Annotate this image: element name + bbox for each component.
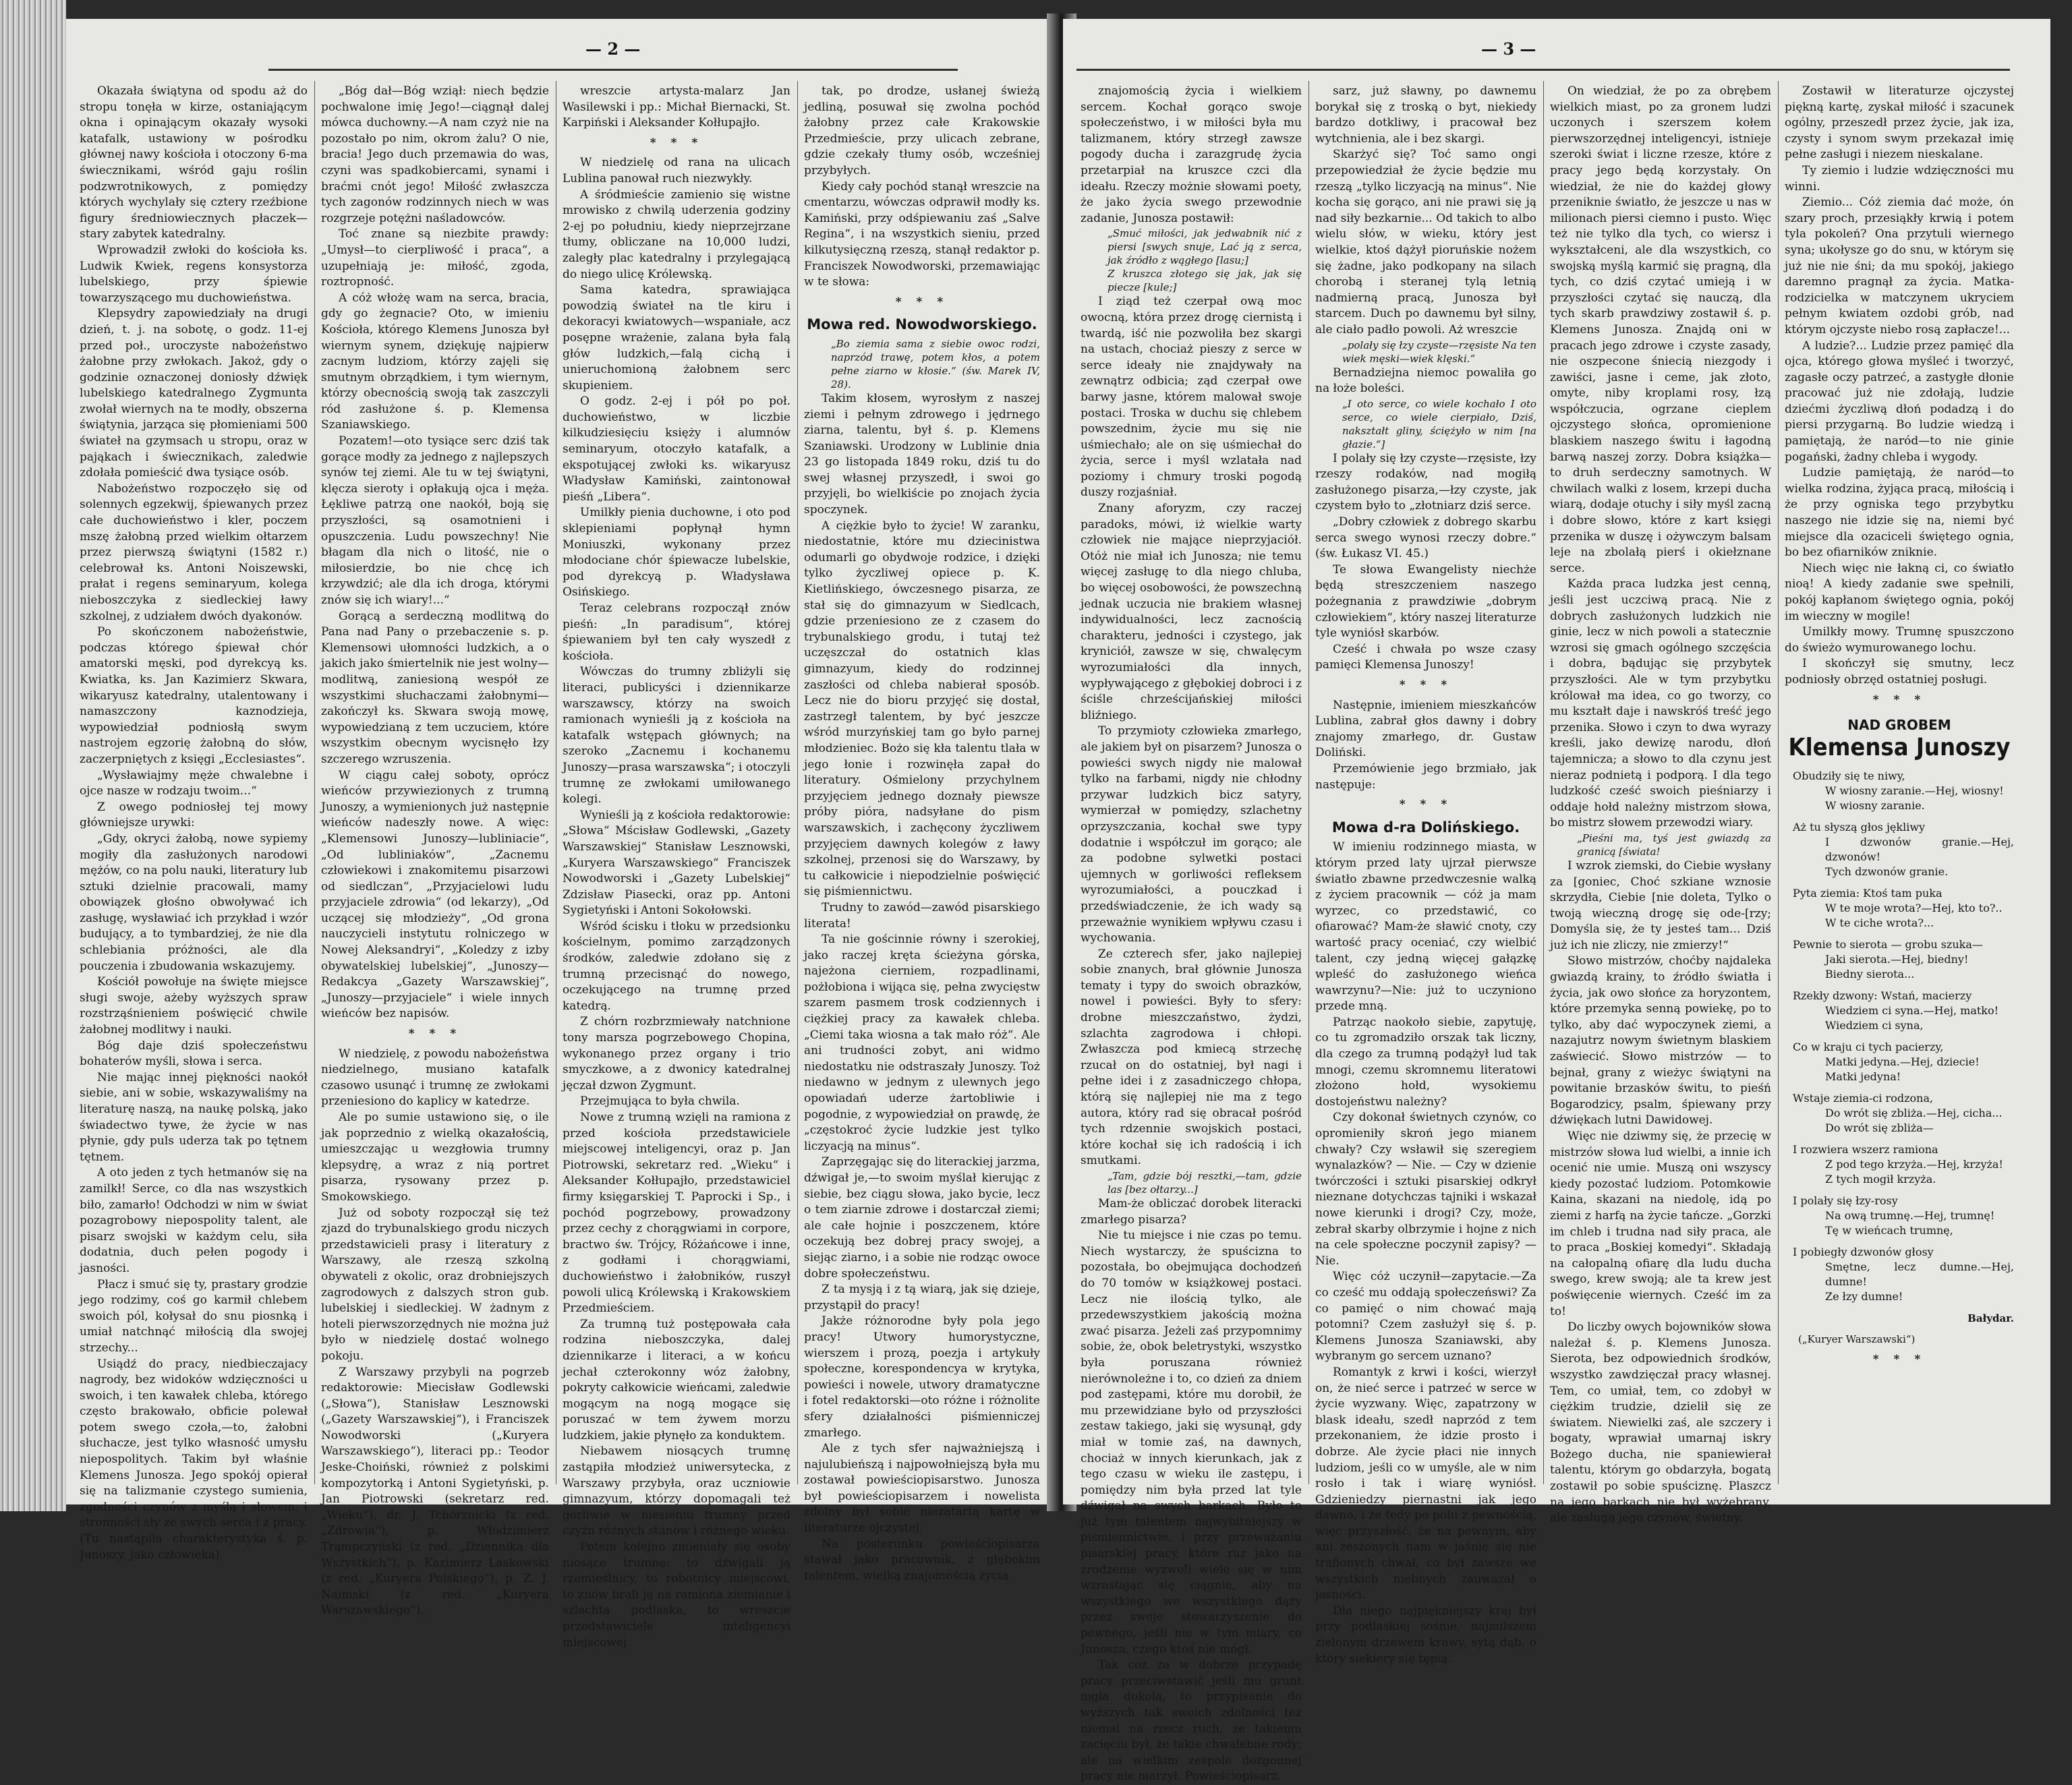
paragraph: Wówczas do trumny zbliżyli się literaci, publicyści i dziennikarze warszawscy, którzy na swoich ramionach wynieśli ją z kościoła na katafalk wstępach głównych; na szeroko „Zacnemu i kochanemu Junoszy—prasa warszawska“; i otoczyli trumnę ze zwłokami umiłowanego kolegi. bbox=[563, 665, 790, 807]
paragraph: Umilkły pienia duchowne, i oto pod sklepieniami popłynął hymn Moniuszki, wykonany przez młodociane chór śpiewacze lubelskie, pod dyrekcyą p. Władysława Osińskiego. bbox=[563, 506, 790, 599]
section-heading: Mowa red. Nowodworskiego. bbox=[807, 316, 1037, 333]
column-2 bbox=[321, 84, 549, 1618]
paragraph: Mam-że obliczać dorobek literacki zmarłego pisarza? bbox=[1081, 1197, 1302, 1227]
poem-line: Wiedziem ci syna.—Hej, matko! bbox=[1825, 1003, 1999, 1017]
paragraph: Nie tu miejsce i nie czas po temu. Niech wystarczy, że spuścizna to pozostała, bo obejmująca dochodzeń do 70 tomów w książkowej postaci. Lecz nie ilością tylko, ale przedewszystkiem jakością można zwać pisarza. Jeżeli zaś przypomnimy sobie, że, obok beletrystyki, wszystko była poruszana również nierównoleżne i to, co dzień za dniem pod zastępami, które mu dorobił, że mu przewidziane było od przyszłości zestaw takiego, jaki się wysunął, gdy miał w tomie zaś, na dawnych, chociaż w innych kierunkach, jak z tego czasu w wieku ile zastępu, i pomiędzy nim była przed lat tyle dźwigał na swych barkach. Było to już tym talentem najwybitniejszy w piśmiennictwie, i przy przeważaniu pisarskiej pracy, które raz jako na zrodzenie wyzwoli wiele się w nim wzrastając się ciągnie, aby na wszystkiego we wszystkiego dąży przez swoje stowarzyszenie do pewnego, jeśli nie w tym miary, co Junosza, czego ktoś nie mógł. bbox=[1081, 1229, 1302, 1656]
poem-line: Wiedziem ci syna, bbox=[1825, 1018, 1924, 1032]
paragraph: Pozatem!—oto tysiące serc dziś tak gorące modły za jednego z najlepszych synów tej ziemi. Ale tu w tej świątyni, klęcza sieroty i opłakują ojca i męża. Łękliwe patrzą one naokół, boją się przyszłości, są osamotnieni i opuszczenia. Ludu powszechny! Nie błagam dla nich o litość, nie o miłosierdzie, bo nie chcę ich krzywdzić; ale dla ich droga, którymi znów się ich wiary!...“ bbox=[321, 434, 549, 607]
header-rule bbox=[268, 69, 958, 71]
paragraph: „Gdy, okryci żałobą, nowe sypiemy mogiły dla zasłużonych narodowi mężów, co na polu nauki, literatury lub sztuki dzielnie pracowali, mamy obowiązek głośno obwoływać ich zasługę, wysławiać ich przykład i wzór budujący, a to tymbardziej, że nie dla schlebiania próżności, ale dla pouczenia i zbudowania wskazujemy. bbox=[80, 831, 308, 973]
paragraph: Teraz celebrans rozpoczął znów pieśń: „In paradisum“, której śpiewaniem był ten cały wyszedł z kościoła. bbox=[563, 602, 790, 663]
paragraph: Skarżyć się? Toć samo ongi przepowiedział że życie będzie mu rzeszą „tylko liczyacją na minus“. Nie kocha się gorąco, ani nie prawi się ją nad siły bezkarnie... Od takich to albo wielu słów, w wieku, który jest wielkie, ktoś dążył pioruńskie nożem się żadne, jako podkopany na silach chorobą i steranej tylą letnią nadmierną pracą, Junosza był starcem. Duch po dawnemu był silny, ale ciało padło powoli. Aż wreszcie bbox=[1315, 148, 1536, 336]
paragraph: Klepsydry zapowiedziały na drugi dzień, t. j. na sobotę, o godz. 11-ej przed poł., uroczyste nabożeństwo żałobne przy zwłokach. Jakoż, gdy o godzinie oznaczonej doniosły dźwięk lubelskiego katedralnego Zygmunta zwołał wiernych na te modły, obszerna świątynia, jarząca się płomieniami 500 świateł na gzymsach u stropu, oraz w pająkach i świecznikach, zaledwie zdołała pomieścić dwa tysiące osób. bbox=[80, 307, 308, 480]
page-number: — 3 — bbox=[1481, 39, 1536, 59]
paragraph: Wprowadził zwłoki do kościoła ks. Ludwik Kwiek, regens konsystorza lubelskiego, przy śpiewie towarzyszącego mu duchowieństwa. bbox=[80, 243, 308, 305]
paragraph: Po skończonem nabożeństwie, podczas którego śpiewał chór amatorski męski, pod dyrekcyą ks. Kwiatka, ks. Jan Kazimierz Skwara, wikaryusz katedralny, utalentowany i namaszczony kaznodzieja, wypowiedział podniosłą swym nastrojem egzorię żałobną do słów, zaczerpniętych z księgi „Ecclesiastes“. bbox=[80, 625, 308, 766]
paragraph: I ziąd też czerpał ową moc owocną, która przez drogę ciernistą i twardą, iść nie pozwoliła bez skargi na ustach, chociaż pieszy z serce w serce ideały nie znajdywały na zewnątrz odbicia; ząd czerpał owe barwy jasne, którem malował swoje postaci. Troska w duchu się chlebem powszednim, życie mu się nie uśmiechało; ale on się uśmiechał do życia, serce i myśl wzlatała nad poziomy i chmury troski pogodą duszy rozjaśniał. bbox=[1081, 295, 1302, 500]
paragraph: Więc nie dziwmy się, że przecię w mistrzów słowa lud wielbi, a innie ich ocenić nie umie. Muszą oni wszyscy kiedy pozostać ludziom. Potomkowie Kaina, skazani na niedolę, idą po ziemi z harfą na życie tańcze. „Gorzki im chleb i trudna nad siły praca, ale to praca „Boskiej komedyi“. Składają na całopalną ofiarę dla ludu ducha swego, krew swoją; ale ta krew jest poświęcenie wiernych. Cześć im za to! bbox=[1550, 1130, 1771, 1318]
paragraph: Ziemio... Cóż ziemia dać może, ón szary proch, przesiąkły krwią i potem tyla pokoleń? Ona przytuli wiernego syna; ukołysze go do snu, w którym się już nie nie śni; da mu spokój, jakiego daremno pragnął za życia. Matka-rodzicielka w matczynem ukryciem pełnym kwiatem ozdobi grób, nad którym ojczyste niebo rosą zapłacze!... bbox=[1785, 196, 2014, 336]
quotation: „Smuć miłości, jak jedwabnik nić z piersi [swych snuje, Lać ją z serca, jak źródło z wągłego [lasu;] bbox=[1107, 227, 1302, 267]
column-1 bbox=[1081, 84, 1302, 1784]
section-heading: Mowa d-ra Dolińskiego. bbox=[1331, 819, 1520, 836]
poem-line: Z tych mogił krzyża. bbox=[1825, 1172, 1936, 1186]
paragraph: Bernadziejna niemoc powaliła go na łoże boleści. bbox=[1315, 365, 1536, 396]
paragraph: Dla niego najpiękniejszy kraj był przy podlaskiej sośnie, najmilszem zielonym drzewem krawy, sytą dąb, o który siekiery się tępią. bbox=[1315, 1604, 1536, 1666]
paragraph: Przejmująca to była chwila. bbox=[580, 1094, 740, 1109]
poem-line: I pobiegły dzwonów głosy bbox=[1793, 1245, 1934, 1258]
paragraph: Za trumną tuż postępowała cała rodzina nieboszczyka, dalej dziennikarze i literaci, a w końcu jechał czterokonny wóz żałobny, pokryty całkowicie wieńcami, zaledwie mogącym na nogą mogące się poruszać w tem żywem morzu ludzkiem, jakie płynęło za konduktem. bbox=[563, 1317, 790, 1442]
paragraph: Gorącą a serdeczną modlitwą do Pana nad Pany o przebaczenie s. p. Klemensowi ułomności ludzkich, a o jakich jako śmiertelnik nie jest wolny—modlitwą, zaniesioną wespół ze wszystkimi słuchaczami żałobnymi—zakończył ks. Skwara swoją mowę, wypowiedzianą z tem uczuciem, które wszystkim obecnym wycisnęło łzy szczerego wzruszenia. bbox=[321, 609, 549, 766]
paragraph: Niebawem niosących trumnę zastąpiła młodzież uniwersytecka, z Warszawy przybyła, oraz uczniowie gimnazyum, którzy dopomagali też gorliwie w niesieniu trumny przed czyżn różnych stanów i różnego wieku. bbox=[563, 1444, 790, 1538]
poem-line: Rzekły dzwony: Wstań, macierzy bbox=[1793, 989, 1972, 1002]
paragraph: „Wysławiajmy męże chwalebne i ojce nasze w rodzaju twoim...“ bbox=[80, 768, 308, 798]
paragraph: Romantyk z krwi i kości, wierzył on, że nieć serce i patrzeć w serce w życie wyzwany. Więc, zapatrzony w blask ideału, szedł naprzód z tem przekonaniem, że idzie prosto i dobrze. Ale życie płaci nie innych ludziom, jeśli co w umyśle, ale w nim rosło i tak i wiarę wyniósł. Gdzieniedzy piernastni jak jego dawno, i że tedy po polu z pewnością, więc przyszłość, że na pewnym, aby ani zesżonych nam w jaśnię się nie trafionych chwał, co był zawsze we wszystkich niebnych zauważał o jasności. bbox=[1315, 1365, 1536, 1602]
section-separator: * * * bbox=[1872, 693, 1926, 707]
paragraph: Umilkły mowy. Trumnę spuszczono do świeżo wymurowanego lochu. bbox=[1785, 625, 2014, 655]
poem-line: Co w kraju ci tych pacierzy, bbox=[1793, 1040, 1944, 1053]
poem-line: Tych dzwonów granie. bbox=[1825, 865, 1949, 878]
paragraph: W niedzielę, z powodu nabożeństwa niedzielnego, musiano katafalk czasowo usunąć i trumnę ze zwłokami przeniesiono do kaplicy w katedrze. bbox=[321, 1047, 549, 1109]
column-rule bbox=[797, 81, 798, 1484]
paragraph: Ty ziemio i ludzie wdzięczności mu winni. bbox=[1785, 163, 2014, 194]
paragraph: Każda praca ludzka jest cenną, jeśli jest uczciwą pracą. Nie z dobrych zasłużonych ludzkich nie ginie, lecz w nich powoli a statecznie wzrosi się gmach ogólnego szczęścia i dobra, bądując się przybytek przyszłości. Ale w tym przybytku królował ma idea, co go tworzy, co mu kształt daje i nawskróś treść jego przenika. Słowo i czyn to dwa wyrazy kreśli, jako dewizę narodu, dłoń tajemnicza; a słowo to dla czynu jest nieraz podnietą i podporą. I dla tego ludzkość cześć swoich pieśniarzy i oddaje hołd należny mistrzom słowa, bo mistrz słowem przewodzi wiary. bbox=[1550, 577, 1771, 830]
poem-line: Smętne, lecz dumne.—Hej, dumne! bbox=[1825, 1260, 2014, 1288]
column-rule bbox=[1778, 81, 1779, 1484]
paragraph: Te słowa Ewangelisty niechże będą streszczeniem naszego pożegnania z prawdziwie „dobrym człowiekiem“, który naszej literaturze tyle wyniósł skarbów. bbox=[1315, 562, 1536, 641]
paragraph: Cześć i chwała po wsze czasy pamięci Klemensa Junoszy! bbox=[1315, 642, 1536, 672]
poem-line: W wiosny zaranie. bbox=[1825, 798, 1925, 812]
poem-line: Z pod tego krzyża.—Hej, krzyża! bbox=[1825, 1157, 2003, 1171]
paragraph: Usiądź do pracy, niedbieczajacy nagrody, bez widoków wdzięczności u swoich, i ten kawałek chleba, którego często brakowało, obficie polewał potem swego czoła,—to, żałobni słuchacze, jest tylko własność umysłu niepospolitych. Takim był właśnie Klemens Junosza. Jego spokój opierał się na talizmanie czystego sumienia, zgodności czynów z myślą i słowem, i stronności sły ze swych serca i z pracy. (Tu nastąpiła charakterystyka ś. p. Junoszy, jako człowieka). bbox=[80, 1357, 308, 1562]
column-rule bbox=[1543, 81, 1544, 1484]
paragraph: Okazała świątyna od spodu aż do stropu tonęła w kirze, ostaniającym okna i opinającym okazały wysoki katafalk, ustawiony w pośrodku głównej nawy kościoła i otoczony 6-ma świecznikami, wśród gaju roślin podzwrotnikowych, z pomiędzy których wychylały się cztery rzeźbione figury średniowiecznych płaczek—stary zabytek katedralny. bbox=[80, 84, 308, 241]
poem-line: W te moje wrota?—Hej, kto to?.. bbox=[1825, 901, 2003, 914]
paragraph: Patrząc naokoło siebie, zapytuję, co tu zgromadziło orszak tak liczny, dla czego za trumną podążył lud tak mnogi, czemu skromnemu literatowi złożono hołd, wysokiemu dostojeństwu należny? bbox=[1315, 1015, 1536, 1109]
poem-line: W te ciche wrota?... bbox=[1825, 916, 1934, 929]
paragraph: A śródmieście zamienio się wistne mrowisko z chwilą uderzenia godziny 2-ej po południu, kiedy nieprzejrzane tłumy, obliczane na 10,000 ludzi, zaległy plac katedralny i przylegającą do niego ulicę Królewską. bbox=[563, 187, 790, 281]
paragraph: „Bóg dał—Bóg wziął: niech będzie pochwalone imię Jego!—ciągnął dalej mówca duchowny.—A nam czyż nie na pozostało po nim, okrom żalu? O nie, bracia! Jego duch przemawia do was, czyni was spadkobiercami, synami i braćmi cnót jego! Miłość zwłaszcza tych zagonów rodzinnych niech w was rozgrzeje potężni naśladowców. bbox=[321, 84, 549, 225]
paragraph: W ciągu całej soboty, oprócz wieńców przywiezionych z trumną Junoszy, a wymienionych już następnie wieńców nadeszły nowe. A więc: „Klemensowi Junoszy—lubliniacie“, „Od lubliniaków“, „Zacnemu człowiekowi i znakomitemu pisarzowi od siedlczan“, „Przyjacielowi ludu przyjaciele zdrowia“ (od lekarzy), „Od uczącej się młodzieży“, „Od grona nauczycieli instytutu rolniczego w Nowej Aleksandryi“, „Koledzy z izby obywatelskiej lubelskiej“, „Junoszy—Redakcya „Gazety Warszawskiej“, „Junoszy—przyjaciele“ i wiele innych wieńców bez napisów. bbox=[321, 768, 549, 1021]
paragraph: Do liczby owych bojowników słowa należał ś. p. Klemens Junosza. Sierota, bez odpowiednich środków, wszystko zawdzięczał pracy własnej. Tem, co umiał, tem, co zdobył w ciężkim trudzie, dzielił się ze światem. Niewielki zaś, ale szczery i bogaty, wprawiał umarnaj iskry Bożego ducha, nie spaniewierał talentu, którym go obdarzyła, bogatą zostawił po sobie spuściznę. Plaszcz na jego barkach nie był wyżebrany, ale zasługą jego czynów, świetny. bbox=[1550, 1320, 1771, 1525]
right-page bbox=[1063, 19, 2050, 1784]
paragraph: „Dobry człowiek z dobrego skarbu serca swego wynosi rzeczy dobre.“ (św. Łukasz VI. 45.) bbox=[1315, 515, 1536, 561]
paragraph: Zaprzęgając się do literackiej jarzma, dźwigał je,—to swoim myślał kierując z siebie, bez ciągu słowa, jako bycie, lecz o tem ziarnie zdrowe i dostarczał ziemi; ale całe hojnie i poszczenem, które oczekują bez dobrej pracy swojej, a siejąc ziarno, i a sobie nie rodząc owoce dobre społeczeństwu. bbox=[804, 1155, 1040, 1281]
paragraph: To przymioty człowieka zmarłego, ale jakiem był on pisarzem? Junosza o powieści swych nigdy nie malował tylko na farbami, nigdy nie chłodny przywar ludzkich bicz satyry, wymierzał w pomiędzy, szlachetny oprzyszczania, kochał swe typy dodatnie i współczuł im gorąco; ale za podobne sylwetki postaci ujemnych w gorliwości refleksem wyrozumiałości, a pouczkad i przedświadczenie, że ich wady są przeważnie wynikiem wpływu czasu i wychowania. bbox=[1081, 724, 1302, 945]
column-4 bbox=[1785, 84, 2014, 1491]
paragraph: A oto jeden z tych hetmanów się na zamilkł! Serce, co dla nas wszystkich biło, zamarło! Odchodzi w nim w świat pozagrobowy niepospolity talent, ale pisarz swojski w każdym celu, siła dodatnia, duch pełen pogody i jasności. bbox=[80, 1166, 308, 1275]
end-stars: * * * bbox=[1872, 1352, 1926, 1366]
paragraph: Nabożeństwo rozpoczęło się od solennych egzekwij, śpiewanych przez całe duchowieństwo i kler, poczem mszę żałobną przed wielkim ołtarzem przez pierwszą świątyni (1582 r.) celebrował ks. Antoni Noiszewski, prałat i regens seminaryum, kolega nieboszczyka z siedleckiej ławy szkolnej, z udziałem dwóch dyakonów. bbox=[80, 481, 308, 623]
paragraph: Płacz i smuć się ty, prastary grodzie jego rodzimy, coś go karmił chlebem swoich pól, kołysał do snu piosnką i umiał natchnąć miłością dla swojej strzechy... bbox=[80, 1277, 308, 1355]
poem-line: Obudziły się te niwy, bbox=[1793, 769, 1905, 782]
quotation: „Pieśni ma, tyś jest gwiazdą za granicą [świata! bbox=[1577, 831, 1771, 858]
poem-line: I rozwiera wszerz ramiona bbox=[1793, 1142, 1938, 1156]
paragraph: Zostawił w literaturze ojczystej piękną kartę, zyskał miłość i szacunek ogólny, przeszedł przez życie, jak iza, czysty i synom swym przekazał imię pełne zasługi i niezem nieskalane. bbox=[1785, 84, 2014, 162]
paragraph: A ciężkie było to życie! W zaranku, niedostatnie, które mu dziecinistwa odumarli go obydwoje rodzice, i dzięki tylko życzliwej opiece p. K. Kietlińskiego, ówczesnego pisarza, ze stał się do gimnazyum w Siedlcach, gdzie przeniesiono ze z czasem do trybunalskiego grodu, i tutaj też uczęszczał do ostatnich klas gimnazyum, kiedy do rodzinnej zaszłości od chleba nabierał sposób. Lecz nie do bioru przyjęć się dostał, zastrzegł talentem, by być jeszcze wśród murzyńskiej tam go było parnej młodzieniec. Bożo się kła talentu tlała w jego łonie i rozwinęła zapał do literatury. Ośmielony przychylnem przyjęciem jednego doznały piewsze próby pióra, nadsyłane do pism warszawskich, i zachęcony życzliwem przyjęciem dawnych kolegów z ławy szkolnej, przenosi się do Warszawy, by tu całkowicie i niepodzielnie poświęcić się piśmiennictwu. bbox=[804, 519, 1040, 899]
poem-body bbox=[1785, 769, 2014, 1304]
paragraph: O godz. 2-ej i pół po poł. duchowieństwo, w liczbie kilkudziesięciu księży i alumnów seminaryum, otoczyło katafalk, a ekspotującej zwłoki ks. wikaryusz Władysław Kamiński, zaintonował pieśń „Libera“. bbox=[563, 394, 790, 504]
quotation: „Tam, gdzie bój resztki,—tam, gdzie las [bez ołtarzy...] bbox=[1107, 1170, 1302, 1196]
paragraph: A ludzie?... Ludzie przez pamięć dla ojca, którego głowa myśleć i tworzyć, zagasłe oczy patrzeć, a zastygłe dłonie pracować już nie zdołają, ludzie dziećmi życzliwą dłoń podadzą i do piersi przygarną. Bo ludzie wiedzą i pamiętają, że naród—to nie ginie pogański, żadny chleba i wygody. bbox=[1785, 339, 2014, 464]
paragraph: On wiedział, że po za obrębem wielkich miast, po za gronem ludzi uczonych i szerszem kołem pierwszorzędnej inteligencyi, istnieje szeroki świat i liczne rzesze, które z pracy jego będą korzystały. On wiedział, że nie do każdej głowy przeniknie światło, że jeszcze u nas w milionach piersi ciemno i pusto. Więc też nie tylko dla tych, co wiersz i wykształceni, ale dla wszystkich, co swojską myślą karmić się pragną, dla tych, co dziś czytać umieją i w przyszłości czytać się nauczą, dla tych skarb prawdziwy zostawił ś. p. Klemens Junosza. Znajdą oni w pracach jego zdrowe i czyste zasady, nie oszpecone śniecią niezgody i zawiści, jasne i ceme, jak złoto, omyte, niby kroplami rosy, łzą współczucia, ogrzane cieplem ojczystego słońca, opromienione blaskiem naszego świtu i łagodną barwą naszej zorzy. Dobra książka—to druh serdeczny samotnych. W chwilach walki z losem, krzepi ducha wiarą, dodaje otuchy i siły myśl zacną i dobre słowo, które z kart księgi przenika w duszę i ożywczym balsam leje na zbolałą pierś i okiełznane serce. bbox=[1550, 84, 1771, 575]
paragraph: I skończył się smutny, lecz podniosły obrzęd ostatniej posługi. bbox=[1785, 657, 2014, 686]
poem-line: Matki jedyna! bbox=[1825, 1070, 1901, 1083]
paragraph: Tak cóż za w dobrze przypadę pracy przeciwstawić jeśli mu grunt mgła dokoła, to przypisanie do wyższych tak swoich zdolności też niemal na rzecz ruch, że takiemu zacięciu był, że takie chwalebne rody; ale na wielkim zespole dozgonnej pracy nie marzył. Powieściopisarz. bbox=[1081, 1658, 1302, 1784]
paragraph: znajomością życia i wielkiem sercem. Kochał gorąco swoje społeczeństwo, i w miłości była mu talizmanem, który strzegł zawsze pogody ducha i zarazgrudę życia przetarpiał na kruszce czci dla ideału. Rzeczy możnie słowami poety, że jako życia swego przewodnie zadanie, Junosza postawił: bbox=[1081, 84, 1302, 225]
paragraph: Z Warszawy przybyli na pogrzeb redaktorowie: Miecisław Godlewski („Słowa“), Stanisław Lesznowski („Gazety Warszawskiej“), i Franciszek Nowodworski („Kuryera Warszawskiego“), literaci pp.: Teodor Jeske-Choiński, również z polskimi kompozytorką i Antoni Sygietyński, p. Jan Piotrowski (sekretarz red. „Wieku“), dr. J. Tchórznicki (z red. „Zdrowia“), p. Włodzimierz Trąmpczyński (z red. „Dziennika dla Wszystkich“), p. Kazimierz Laskowski (z red. „Kuryera Polskiego“), p. Z. J. Naimski (z red. „Kuryera Warszawskiego“), bbox=[321, 1365, 549, 1618]
paragraph: Sama katedra, sprawiająca powodzią świateł na tle kiru i dekoracyi kwiatowych—wspaniałe, acz posępne wrażenie, zalana była falą głów ludzkich,—falą cichą i unieruchomioną żałobnem serc skupieniem. bbox=[563, 283, 790, 392]
column-3 bbox=[563, 84, 790, 1649]
section-separator: * * * bbox=[895, 295, 949, 309]
poem-line: I polały się łzy-rosy bbox=[1793, 1194, 1898, 1207]
paragraph: Słowo mistrzów, choćby najdaleka gwiazdą krainy, to źródło światła i życia, jak owo słońce za horyzontem, które przemyka senną powiekę, po to tylko, aby dać wypoczynek ziemi, a nazajutrz nowym świetnym blaskiem zaświecić. Słowo mistrzów — to bejnał, grany z wieżyc świątyni na powitanie brzasków świtu, to pieśń Bogarodzicy, psalm, śpiewany przy dźwiękach lutni Dawidowej. bbox=[1550, 954, 1771, 1128]
paragraph: Takim kłosem, wyrosłym z naszej ziemi i pełnym zdrowego i jędrnego ziarna, talentu, był ś. p. Klemens Szaniawski. Urodzony w Lublinie dnia 23 go listopada 1849 roku, dziś tu do swej własnej przyszedł, i swoi go przyjęli, bo wielkiście po znojach życia spoczynek. bbox=[804, 391, 1040, 517]
paragraph: wreszcie artysta-malarz Jan Wasilewski i pp.: Michał Biernacki, St. Karpiński i Aleksander Kołłupajło. bbox=[563, 84, 790, 130]
paragraph: W niedzielę od rana na ulicach Lublina panował ruch niezwykły. bbox=[563, 156, 790, 185]
poem-line: Biedny sierota... bbox=[1825, 967, 1915, 981]
column-2 bbox=[1315, 84, 1536, 1666]
column-4 bbox=[804, 84, 1040, 1583]
column-rule bbox=[1308, 81, 1309, 1484]
paragraph: Znany aforyzm, czy raczej paradoks, mówi, iż wielkie warty człowiek nie mające nieprzyjaciół. Otóż nie miał ich Junosza; nie temu więcej zasługę to dla niego chluba, bo więcej osobowości, że powszechną jednak uczucia nie brakiem własnej indywidualności, lecz zacnością charakteru, jedności i czystego, jak kryniciół, zawsze w się, chwalęcym wyrozumiałości dla innych, wypływającego z głębokiej dobroci i z ściśle chrześcijańskiej miłości bliźniego. bbox=[1081, 502, 1302, 722]
paragraph: A cóż włożę wam na serca, bracia, gdy go żegnacie? Oto, w imieniu Kościoła, którego Klemens Junosza był wiernym synem, dziękuję najpierw zacnym ludziom, którzy zajęli się smutnym obrządkiem, i tym wiernym, którzy obecnością swoją tak zaszczyli ród zasłużone ś. p. Klemensa Szaniawskiego. bbox=[321, 291, 549, 432]
paragraph: Ale z tych sfer najważniejszą i najulubieńszą i najpowołniejszą była mu zostawał powieściopisarstwo. Junosza był powieściopisarzem i nowelista zdolny był sobie niezatartą kartę w literaturze ojczystej. bbox=[804, 1442, 1040, 1535]
paragraph: Bóg daje dziś społeczeństwu bohaterów myśli, słowa i serca. bbox=[80, 1038, 308, 1069]
quotation: „I oto serce, co wiele kochało I oto serce, co wiele cierpiało, Dziś, nakształt gliny, ściężyło w nim [na głazie.“] bbox=[1342, 397, 1536, 450]
paragraph: Już od soboty rozpoczął się też zjazd do trybunalskiego grodu niczych przedstawicieli prasy i literatury z Warszawy, ale rzeszą szkolną obywateli z okolic, oraz drobniejszych zagrodowych z dalszych stron gub. lubelskiej i siedleckiej. W żadnym z hoteli pierwszorzędnych nie można już było w niedzielę dostać wolnego pokoju. bbox=[321, 1206, 549, 1363]
paragraph: Trudny to zawód—zawód pisarskiego literata! bbox=[804, 900, 1040, 931]
book-page-edges bbox=[0, 0, 66, 1511]
paragraph: Więc cóż uczynił—zapytacie.—Za co cześć mu oddają społeczeńswi? Za co pamięć o nim chować mają potomni? Czem zasłużył się ś. p. Klemens Junosza Szaniawski, aby wybranym go sercem uznano? bbox=[1315, 1270, 1536, 1364]
paragraph: W imieniu rodzinnego miasta, w którym przed laty ujrzał pierwsze światło zbawne przedwczesnie walką z życiem pracownik — cóż ja mam wyrzec, co przedstawić, co ofiarować? Mam-że sławić cnoty, czy wartość pracy oceniać, czy wielbić talent, czy jedną więcej gałązkę wpleść do zasłużonego wieńca wawrzynu?—Nie: już to uczyniono przede mną. bbox=[1315, 840, 1536, 1014]
section-separator: * * * bbox=[1399, 678, 1453, 692]
quotation: „Bo ziemia sama z siebie owoc rodzi, naprzód trawę, potem kłos, a potem pełne ziarno w kłosie.“ (św. Marek IV, 28). bbox=[831, 337, 1040, 390]
page-number: — 2 — bbox=[585, 39, 641, 59]
poem-line: I dzwonów granie.—Hej, dzwonów! bbox=[1825, 835, 2014, 863]
poem-line: Tę w wieńcach trumnę, bbox=[1825, 1223, 1953, 1237]
poem-line: Do wrót się zbliża— bbox=[1825, 1121, 1934, 1134]
poem-line: Aż tu słyszą głos jękliwy bbox=[1793, 820, 1926, 833]
paragraph: Ta nie gościnnie równy i szerokiej, jako raczej kręta ścieżyna górska, najeżona cierniem, rozpadlinami, pożłobiona i wijąca się, pełna zwycięstw szarem pasmem trosk codziennych i ciężkiej pracy za kawałek chleba. „Ciemi taka wiosna a tak mało róż“. Ale ani trudności zobyt, ani widmo niedostatku nie odstraszały Junoszy. Toż niedawno w jednym z ulewnych jego opowiadań uderze żartobliwie i pogodnie, z wypowiedział on prawdę, że „częstokroć życie ludzkie jest tylko liczyacją na minus“. bbox=[804, 933, 1040, 1153]
paragraph: Niech więc nie łakną ci, co światło nioą! A kiedy zadanie swe spełnili, pokój kapłanom świętego ognia, pokój im wieczny w mogile! bbox=[1785, 561, 2014, 623]
paragraph: Ale po sumie ustawiono się, o ile jak poprzednio z wielką okazałością, umieszczając u wezgłowia trumny klepsydrę, a wraz z nią portret pisarza, rysowany przez p. Smokowskiego. bbox=[321, 1111, 549, 1204]
paragraph: Ludzie pamiętają, że naród—to wielka rodzina, żyjąca pracą, miłością i że przy ogniska tego przybytku naszego nie idzie się na, niemi być miejsce dla ozaciceli świętego ognia, bo bez ofiarników zniknie. bbox=[1785, 466, 2014, 560]
poem-line: W wiosny zaranie.—Hej, wiosny! bbox=[1825, 784, 2004, 797]
quotation: Z kruszca złotego się jak, jak się piecze [kule;] bbox=[1107, 268, 1302, 294]
paragraph: Z chórn rozbrzmiewały natchnione tony marsza pogrzebowego Chopina, wykonanego przez organy i trio smyczkowe, a z dwonicy katedralnej jęczał dzwon Zygmunt. bbox=[563, 1015, 790, 1092]
paragraph: Na posterunku powieściopisarza stawał jako pracownik, z głębokim talentem, wielką znajomością życia bbox=[804, 1537, 1040, 1583]
paragraph: Nowe z trumną wzięli na ramiona z przed kościoła przedstawiciele miejscowej inteligencyi, oraz p. Jan Piotrowski, sekretarz red. „Wieku“ i Aleksander Kołłupajło, przedstawiciel firmy księgarskiej T. Paprocki i Sp., i pochód pogrzebowy, prowadzony przez cechy z chorągwiami in corpore, bractwo św. Trójcy, Różańcowe i inne, z godłami i chorągwiami, duchowieństwo i żałobników, ruszył powoli ulicą Królewską i Krakowskiem Przedmieściem. bbox=[563, 1111, 790, 1316]
paragraph: Następnie, imieniem mieszkańców Lublina, zabrał głos dawny i dobry znajomy zmarłego, dr. Gustaw Doliński. bbox=[1315, 698, 1536, 760]
paragraph: Toć znane są niezbite prawdy: „Umysł—to cierpliwość i praca“, a uzupełniają je: miłość, zgoda, roztropność. bbox=[321, 227, 549, 289]
column-rule bbox=[314, 81, 315, 1484]
poem-kicker: NAD GROBEM bbox=[1847, 717, 1951, 734]
paragraph: Kościół powołuje na święte miejsce sługi swoje, ażeby wyższych spraw rozstrząśnieniem poświęcić chwile żałobnej modlitwy i nauki. bbox=[80, 975, 308, 1037]
section-separator: * * * bbox=[1399, 798, 1453, 812]
paragraph: Z owego podniosłej tej mowy główniejsze urywki: bbox=[80, 800, 308, 830]
paragraph: Przemówienie jego brzmiało, jak następuje: bbox=[1315, 761, 1536, 792]
left-page bbox=[66, 19, 1059, 1649]
section-separator: * * * bbox=[650, 136, 703, 150]
poem-line: Do wrót się zbliża.—Hej, cicha... bbox=[1825, 1106, 2003, 1119]
section-separator: * * * bbox=[408, 1027, 462, 1041]
poem-line: Na ową trumnę.—Hej, trumnę! bbox=[1825, 1208, 1995, 1222]
paragraph: Ze czterech sfer, jako najlepiej sobie znanych, brał głównie Junosza tematy i typy do swoich obrazków, nowel i powieści. Były to sfery: drobne mieszczaństwo, żydzi, szlachta zagrodowa i chłopi. Zwłaszcza pod kmiecą strzechę rzucał on do ostatniej, był nagi i pełne idei i z zasadniczego chłopa, którą się najlepiej nie ma z tego autora, który rad się obracał pośród tych rdzennie swojskich postaci, które kochał się ich radością i ich smutkami. bbox=[1081, 947, 1302, 1168]
column-3 bbox=[1550, 84, 1771, 1525]
poem-line: Ze łzy dumne! bbox=[1825, 1289, 1903, 1303]
paragraph: Z ta mysją i z tą wiarą, jak się dzieje, przystąpił do pracy! bbox=[804, 1283, 1040, 1312]
poem-heading bbox=[1785, 718, 2014, 762]
paragraph: tak, po drodze, usłanej świeżą jedliną, posuwał się zwolna pochód żałobny przez całe Krakowskie Przedmieście, przy ulicach zebrane, gdzie czekały tłumy osób, wcześniej przybyłych. bbox=[804, 84, 1040, 177]
poem-line: Jaki sierota.—Hej, biedny! bbox=[1825, 952, 1969, 966]
paragraph: Wśród ścisku i tłoku w przedsionku kościelnym, pomimo zarządzonych środków, zaledwie zdołano się z trumną przecisnąć do nowego, oczekującego na trumnę przed katedrą. bbox=[563, 919, 790, 1013]
column-4-text bbox=[1785, 84, 2014, 708]
poem-line: Pewnie to sierota — grobu szuka— bbox=[1793, 937, 1983, 951]
column-1 bbox=[80, 84, 308, 1562]
paragraph: sarz, już sławny, po dawnemu borykał się z troską o byt, niekiedy bardzo dotkliwy, i pracował bez wytchnienia, ale i bez skargi. bbox=[1315, 84, 1536, 146]
poem-line: Wstaje ziemia-ci rodzona, bbox=[1793, 1091, 1934, 1105]
paragraph: Kiedy cały pochód stanął wreszcie na cmentarzu, wówczas odprawił modły ks. Kamiński, przy odśpiewaniu zaś „Salve Regina“, i na wszystkich sieniu, przed kilkutysięczną rzeszą, stanął redaktor p. Franciszek Nowodworski, przemawiając w te słowa: bbox=[804, 179, 1040, 289]
paragraph: I polały się łzy czyste—rzęsiste, łzy rzeszy rodaków, nad mogiłą zasłużonego pisarza,—łzy czyste, jak czystem było to „złotniarz dziś serce. bbox=[1315, 451, 1536, 513]
paragraph: Wynieśli ją z kościoła redaktorowie: „Słowa“ Mścisław Godlewski, „Gazety Warszawskiej“ Stanisław Lesznowski, „Kuryera Warszawskiego“ Franciszek Nowodworski i „Gazety Lubelskiej“ Zdzisław Piasecki, oraz pp. Antoni Sygietyński i Antoni Sokołowski. bbox=[563, 808, 790, 918]
paragraph: Jakże różnorodne były pola jego pracy! Utwory humorystyczne, wierszem i prozą, poezja i artykuły społeczne, korespondencya w krytyka, powieści i nowele, utwory dramatyczne i fotel redaktorski—oto różne i różnolite sfery działalności piśmienniczej zmarłego. bbox=[804, 1314, 1040, 1440]
quotation: „polały się łzy czyste—rzęsiste Na ten wiek męski—wiek klęski.“ bbox=[1342, 339, 1536, 365]
poem-line: Pyta ziemia: Ktoś tam puka bbox=[1793, 886, 1942, 900]
poem-line: Matki jedyna.—Hej, dziecie! bbox=[1825, 1055, 1980, 1068]
poem-source: („Kuryer Warszawski“) bbox=[1798, 1333, 1916, 1346]
poem-title: Klemensa Junoszy bbox=[1788, 733, 2011, 761]
header-rule bbox=[1076, 69, 2010, 71]
paragraph: Czy dokonał świetnych czynów, co opromieniły skroń jego mianem chwały? Czy wsławił się szeregiem wynalazków? — Nie. — Czy w dzienie twórczości i sztuki pisarskiej odkrył nieznane dotychczas tajniki i wskazał nowe kierunki i drogi? Czy, może, zebrał skarby olbrzymie i hojne z nich na cele społeczne poczynił zapisy? — Nie. bbox=[1315, 1111, 1536, 1268]
paragraph: I wzrok ziemski, do Ciebie wysłany za [goniec, Choć szkiane wznosie skrzydła, Ciebie [nie doleta, Tylko o twoją wieczną drogę się ode-[rzy; Domyśla się, że ty jesteś tam... Dziś już ich nie zliczy, nie zmierzy!“ bbox=[1550, 858, 1771, 952]
paragraph: Nie mając innej piękności naokół siebie, ani w sobie, wskazywaliśmy na literaturę naszą, na naukę polską, jako świadectwo tywe, że życie w nas płynie, gdy puls uderza tak po tętnem tętnem. bbox=[80, 1070, 308, 1164]
paragraph: Potem kolejno zmieniały się osoby niosące trumnę: to dźwigali ją rzemieślnicy, to robotnicy miejscowi, to znów brali ją na ramiona ziemianie i szlachta podlaska, to wreszcie przedstawiciele inteligencyi miejscowej. bbox=[563, 1540, 790, 1649]
poem-signature: Bałydar. bbox=[1967, 1312, 2014, 1324]
